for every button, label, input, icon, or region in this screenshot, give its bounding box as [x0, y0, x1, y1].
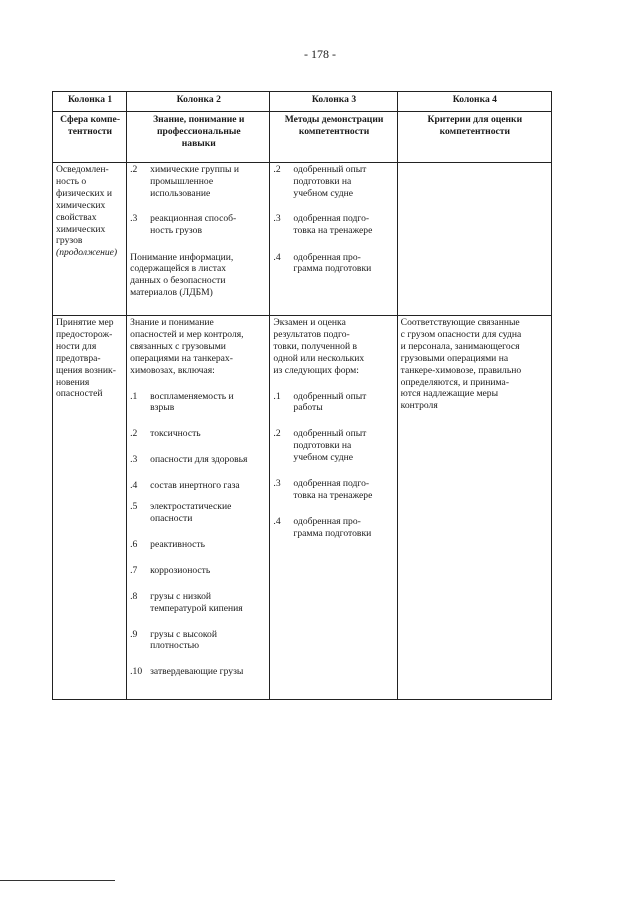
header-demonstration-methods: Методы демонстрации компетентности — [270, 112, 397, 163]
row1-criteria-cell — [397, 163, 551, 316]
list-item: .3 одобренная подго- товка на тренажере — [273, 478, 373, 501]
column-number-row — [53, 92, 552, 112]
column-number-3: Колонка 3 — [270, 92, 397, 112]
list-item: .4 одобренная про- грамма подготовки — [273, 515, 372, 539]
list-item: .4 состав инертного газа — [130, 480, 240, 492]
list-item: .9 грузы с высокой плотностью — [130, 628, 217, 652]
row1-competence-cell — [53, 163, 127, 316]
list-item: .4 одобренная про- грамма подготовки — [273, 251, 372, 275]
column-header-row — [53, 112, 552, 163]
row1-knowledge-cell — [127, 163, 270, 316]
row2-methods-intro: Экзамен и оценка результатов подго- товки, полученной в одной или нескольких из следующих форм: — [273, 317, 365, 376]
list-item: .8 грузы с низкой температурой кипения — [130, 590, 243, 614]
row2-competence-cell — [53, 316, 127, 700]
row1-knowledge-extra: Понимание информации, содержащейся в листах данных о безопасности материалов (ЛДБМ) — [130, 251, 234, 299]
column-number-1: Колонка 1 — [53, 92, 127, 112]
row2-knowledge-intro: Знание и понимание опасностей и мер контроля, связанных с грузовыми операциями на танкерах- химовозах, включая: — [130, 317, 244, 376]
list-item: .10 затвердевающие грузы — [130, 666, 244, 678]
list-item: .3 одобренная подго- товка на тренажере — [273, 212, 373, 236]
row2-competence-text: Принятие мер предосторож- ности для предотвра- щения возник- новения опасностей — [56, 317, 116, 400]
list-item: .6 реактивность — [130, 538, 205, 550]
list-item: .3 опасности для здоровья — [130, 454, 248, 466]
list-item: .3 реакционная способ- ность грузов — [130, 212, 237, 236]
continued-note: (продолжение) — [56, 247, 118, 259]
row2-criteria-cell — [397, 316, 551, 700]
page-number: - 178 - — [304, 47, 336, 61]
competence-table — [52, 91, 552, 700]
footnote-separator — [0, 880, 115, 881]
column-number-4: Колонка 4 — [397, 92, 551, 112]
row2-methods-cell — [270, 316, 397, 700]
list-item: .2 одобренный опыт подготовки на учебном судне — [273, 428, 367, 464]
list-item: .1 воспламеняемость и взрыв — [130, 390, 234, 414]
list-item: .2 одобренный опыт подготовки на учебном судне — [273, 164, 367, 199]
table-row — [53, 316, 552, 700]
row2-knowledge-cell — [127, 316, 270, 700]
header-competence-area: Сфера компе- тентности — [53, 112, 127, 163]
list-item: .2 токсичность — [130, 428, 201, 440]
list-item: .7 коррозионость — [130, 564, 211, 576]
row1-methods-cell — [270, 163, 397, 316]
column-number-2: Колонка 2 — [127, 92, 270, 112]
row1-competence-text: Осведомлен- ность о физических и химических свойствах химических грузов — [56, 164, 112, 247]
list-item: .5 электростатические опасности — [130, 501, 232, 524]
list-item: .1 одобренный опыт работы — [273, 390, 367, 414]
list-item: .2 химические группы и промышленное использование — [130, 164, 239, 199]
header-evaluation-criteria: Критерии для оценки компетентности — [397, 112, 551, 163]
header-knowledge: Знание, понимание и профессиональные навыки — [127, 112, 270, 163]
row2-criteria-text: Соответствующие связанные с грузом опасности для судна и персонала, занимающегося грузовыми операциями на танкере-химовозе, правильно определяются, и принима- ются надлежащие меры контроля — [400, 317, 522, 412]
table-row — [53, 163, 552, 316]
